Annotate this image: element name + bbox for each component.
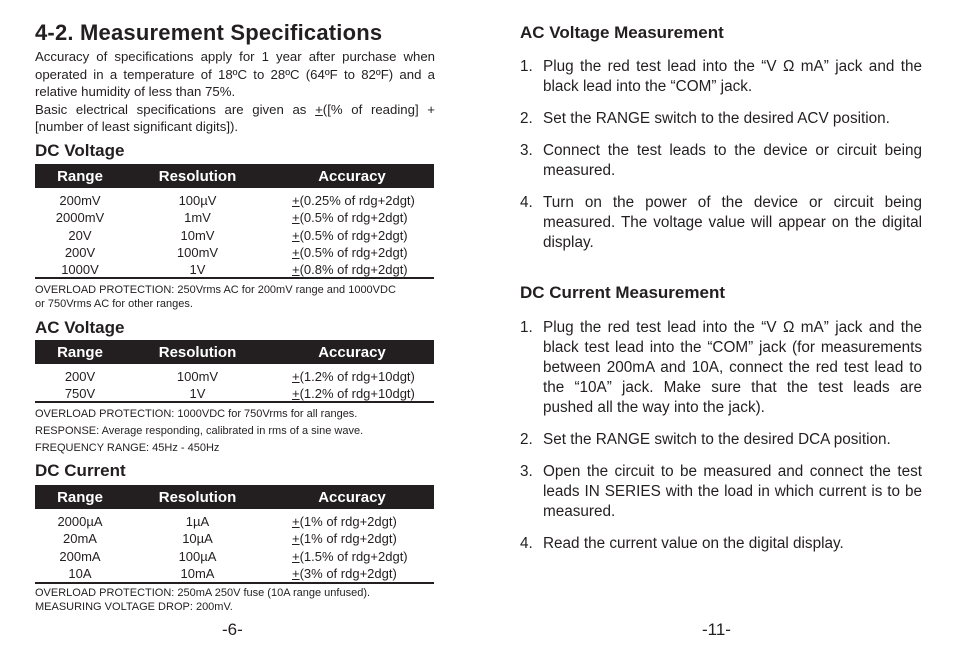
table-row: [35, 565, 434, 582]
page-number-right: -11-: [702, 620, 731, 639]
table-row: [35, 188, 434, 209]
cell-resolution: 100mV: [176, 369, 219, 384]
ac-voltage-notes: [35, 406, 440, 457]
note-line: MEASURING VOLTAGE DROP: 200mV.: [35, 600, 233, 613]
step-text: Turn on the power of the device or circuit being measured. The voltage value will appear on the digital display.: [543, 194, 922, 251]
table-row: [35, 244, 434, 261]
header-range: Range: [57, 488, 103, 506]
header-range: Range: [57, 167, 103, 185]
plus-minus-sign: +: [315, 101, 323, 117]
cell-resolution: 10mA: [180, 565, 215, 581]
note-line: OVERLOAD PROTECTION: 1000VDC for 750Vrms for all ranges.: [35, 408, 358, 420]
step-number: 3.: [520, 463, 533, 480]
step-text: Set the RANGE switch to the desired ACV position.: [543, 110, 890, 127]
cell-accuracy: [270, 188, 434, 209]
accuracy-value: (1.5% of rdg+2dgt): [299, 548, 408, 564]
cell-accuracy: [270, 548, 434, 565]
cell-accuracy: [270, 530, 434, 547]
accuracy-value: (0.5% of rdg+2dgt): [299, 210, 408, 226]
plus-minus-sign: +: [292, 386, 300, 402]
dc-current-measurement-heading: DC Current Measurement: [520, 283, 725, 302]
table-row: [35, 364, 434, 385]
cell-accuracy: [270, 261, 434, 278]
plus-minus-sign: +: [292, 227, 300, 243]
cell-accuracy: [270, 227, 434, 244]
plus-minus-sign: +: [292, 565, 300, 581]
intro-text: [35, 48, 435, 136]
cell-range: 750V: [64, 386, 96, 402]
header-accuracy: Accuracy: [318, 343, 386, 361]
ac-voltage-measurement-heading: AC Voltage Measurement: [520, 23, 724, 42]
step-number: 1.: [520, 319, 533, 336]
step-item: [520, 430, 922, 450]
plus-minus-sign: +: [292, 244, 300, 260]
cell-range: 200mV: [59, 193, 101, 208]
step-number: 2.: [520, 431, 533, 448]
dc-voltage-table: [35, 164, 434, 278]
note-line: FREQUENCY RANGE: 45Hz - 450Hz: [35, 442, 220, 454]
ac-voltage-steps: [520, 57, 922, 265]
accuracy-value: (0.5% of rdg+2dgt): [299, 244, 408, 260]
table-row: [35, 227, 434, 244]
cell-range: 20mA: [63, 531, 97, 547]
accuracy-value: (1.2% of rdg+10dgt): [299, 386, 415, 402]
cell-range: 200mA: [59, 548, 101, 564]
table-row: [35, 385, 434, 402]
step-number: 1.: [520, 58, 533, 75]
table-row: [35, 548, 434, 565]
step-text: Open the circuit to be measured and connect the test leads IN SERIES with the load in which current is to be measured.: [543, 463, 922, 520]
page-title: 4-2. Measurement Specifications: [35, 20, 383, 45]
cell-resolution: 1V: [189, 262, 206, 278]
plus-minus-sign: +: [292, 369, 300, 384]
cell-resolution: 100µV: [178, 193, 217, 208]
dc-voltage-notes: [35, 284, 440, 311]
table-row: [35, 509, 434, 530]
plus-minus-sign: +: [292, 548, 300, 564]
header-accuracy: Accuracy: [318, 488, 386, 506]
cell-accuracy: [270, 565, 434, 582]
cell-accuracy: [270, 244, 434, 261]
cell-resolution: 10µA: [182, 531, 213, 547]
cell-range: 2000mV: [55, 210, 105, 226]
table-row: [35, 209, 434, 226]
intro-paragraph-1: Accuracy of specifications apply for 1 year after purchase when operated in a temperature of 18ºC to 28ºC (64ºF to 82ºF) and a relative humidity of less than 75%.: [35, 49, 435, 99]
note-line: or 750Vrms AC for other ranges.: [35, 297, 193, 310]
dc-current-table: [35, 485, 434, 582]
cell-range: 200V: [64, 369, 96, 384]
intro-text-a: Basic electrical specifications are given as: [35, 101, 316, 117]
cell-resolution: 100mV: [176, 244, 219, 260]
cell-range: 2000µA: [57, 514, 103, 529]
accuracy-value: (1.2% of rdg+10dgt): [299, 369, 415, 384]
header-accuracy: Accuracy: [318, 167, 386, 185]
step-item: [520, 193, 922, 253]
cell-range: 20V: [68, 227, 92, 243]
cell-accuracy: [270, 209, 434, 226]
plus-minus-sign: +: [292, 262, 300, 278]
dc-current-notes: [35, 587, 440, 614]
cell-resolution: 1mV: [184, 210, 211, 226]
step-number: 4.: [520, 535, 533, 552]
table-rule: [35, 277, 434, 279]
cell-resolution: 1µA: [185, 514, 210, 529]
table-row: [35, 530, 434, 547]
intro-text-b: ([% of reading] + [number of least significant digits]).: [35, 101, 435, 134]
accuracy-value: (0.8% of rdg+2dgt): [299, 262, 408, 278]
table-row: [35, 261, 434, 278]
note-line: OVERLOAD PROTECTION: 250mA 250V fuse (10A range unfused).: [35, 587, 371, 599]
intro-paragraph-2: [35, 101, 435, 136]
plus-minus-sign: +: [292, 210, 300, 226]
plus-minus-sign: +: [292, 514, 300, 529]
step-text: Plug the red test lead into the “V Ω mA” jack and the black test lead into the “COM” jack (for measurements between 200mA and 10A, connect the red test lead to the “10A” jack. Make sure that the test leads are pushed all the way into the jack).: [543, 319, 922, 416]
accuracy-value: (0.25% of rdg+2dgt): [299, 193, 415, 208]
dc-voltage-heading: DC Voltage: [35, 141, 125, 160]
ac-voltage-heading: AC Voltage: [35, 318, 125, 337]
step-number: 2.: [520, 110, 533, 127]
step-text: Plug the red test lead into the “V Ω mA” jack and the black lead into the “COM” jack.: [543, 58, 922, 95]
step-text: Read the current value on the digital display.: [543, 535, 844, 552]
cell-resolution: 10mV: [180, 227, 215, 243]
page-number-left: -6-: [222, 620, 243, 639]
step-number: 4.: [520, 194, 533, 211]
header-resolution: Resolution: [158, 488, 237, 506]
cell-accuracy: [270, 385, 434, 402]
step-text: Set the RANGE switch to the desired DCA position.: [543, 431, 891, 448]
step-item: [520, 534, 922, 554]
dc-current-heading: DC Current: [35, 461, 126, 480]
cell-accuracy: [270, 509, 434, 530]
note-line: RESPONSE: Average responding, calibrated in rms of a sine wave.: [35, 425, 364, 437]
ac-voltage-table: [35, 340, 434, 403]
step-text: Connect the test leads to the device or circuit being measured.: [543, 142, 922, 179]
step-item: [520, 141, 922, 181]
plus-minus-sign: +: [292, 531, 300, 547]
step-item: [520, 109, 922, 129]
step-item: [520, 462, 922, 522]
accuracy-value: (1% of rdg+2dgt): [299, 531, 397, 547]
step-number: 3.: [520, 142, 533, 159]
step-item: [520, 57, 922, 97]
dc-current-steps: [520, 318, 922, 566]
cell-range: 1000V: [61, 262, 99, 278]
accuracy-value: (3% of rdg+2dgt): [299, 565, 397, 581]
accuracy-value: (0.5% of rdg+2dgt): [299, 227, 408, 243]
table-header-row: [35, 340, 434, 364]
table-rule: [35, 582, 434, 584]
step-item: [520, 318, 922, 418]
header-range: Range: [57, 343, 103, 361]
table-rule: [35, 401, 434, 403]
cell-range: 200V: [64, 244, 96, 260]
table-header-row: [35, 164, 434, 188]
cell-resolution: 1V: [189, 386, 206, 402]
cell-accuracy: [270, 364, 434, 385]
plus-minus-sign: +: [292, 193, 300, 208]
table-header-row: [35, 485, 434, 509]
accuracy-value: (1% of rdg+2dgt): [299, 514, 397, 529]
cell-resolution: 100µA: [178, 548, 217, 564]
header-resolution: Resolution: [158, 167, 237, 185]
cell-range: 10A: [68, 565, 92, 581]
header-resolution: Resolution: [158, 343, 237, 361]
note-line: OVERLOAD PROTECTION: 250Vrms AC for 200mV range and 1000VDC: [35, 284, 396, 296]
